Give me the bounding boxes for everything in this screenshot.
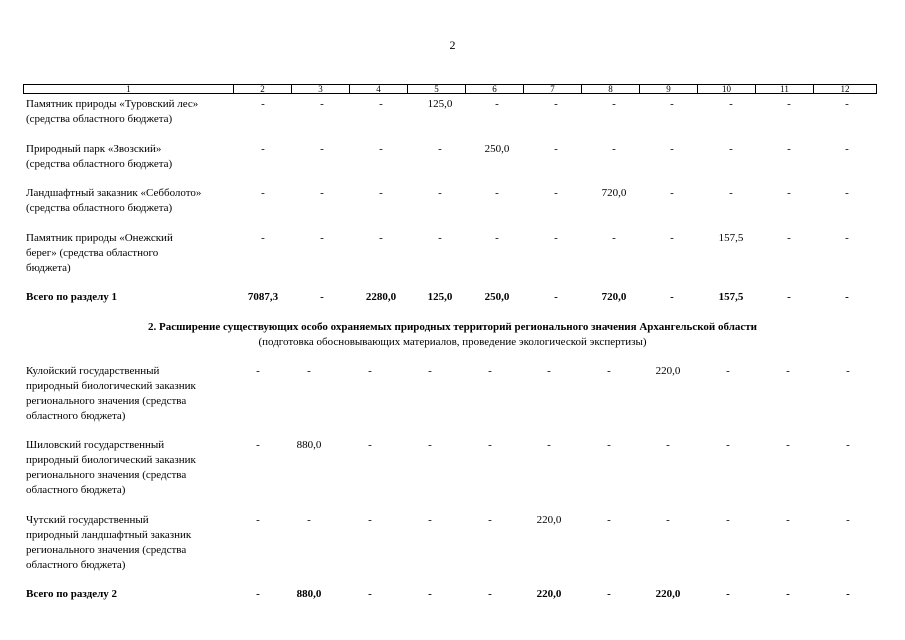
header-cell: 2 bbox=[233, 84, 291, 94]
header-cell: 4 bbox=[349, 84, 407, 94]
table-row-value: - bbox=[256, 439, 260, 451]
table-row-label: Памятник природы «Онежский берег» (средства областного бюджета) bbox=[26, 232, 173, 274]
table-row-value: - bbox=[846, 514, 850, 526]
table-row-value: - bbox=[256, 514, 260, 526]
header-cell: 6 bbox=[465, 84, 523, 94]
section2-title: 2. Расширение существующих особо охраняемых природных территорий регионального значения Архангельской области bbox=[147, 321, 758, 333]
table-row-value: - bbox=[846, 365, 850, 377]
table-row-value: - bbox=[607, 439, 611, 451]
table-row-value: - bbox=[554, 232, 558, 244]
table-row-value: - bbox=[428, 439, 432, 451]
table-row-value: - bbox=[488, 439, 492, 451]
table-row-label: Ландшафтный заказник «Себболото» (средства областного бюджета) bbox=[26, 187, 202, 214]
table-row-value: - bbox=[428, 365, 432, 377]
table-row-value: - bbox=[379, 187, 383, 199]
table-row-value: - bbox=[438, 232, 442, 244]
table-row-value: - bbox=[670, 232, 674, 244]
header-cell: 12 bbox=[813, 84, 877, 94]
column-number-header bbox=[23, 84, 877, 94]
table-row-value: - bbox=[488, 514, 492, 526]
table-row-value: - bbox=[438, 187, 442, 199]
table-row-value: - bbox=[307, 514, 311, 526]
table-row-value: - bbox=[261, 98, 265, 110]
total-row-value: - bbox=[256, 588, 260, 600]
table-row-value: - bbox=[261, 143, 265, 155]
table-row-value: - bbox=[845, 98, 849, 110]
table-row-value: - bbox=[726, 439, 730, 451]
table-row-value: - bbox=[320, 143, 324, 155]
table-row-value: - bbox=[729, 143, 733, 155]
table-row-value: - bbox=[320, 232, 324, 244]
table-row-value: - bbox=[554, 187, 558, 199]
total-row-label: Всего по разделу 2 bbox=[26, 588, 118, 600]
table-row-value: - bbox=[547, 365, 551, 377]
total-row-value: - bbox=[787, 291, 791, 303]
section2-subtitle: (подготовка обосновывающих материалов, проведение экологической экспертизы) bbox=[258, 336, 647, 348]
total-row-value: - bbox=[670, 291, 674, 303]
table-row-value: 220,0 bbox=[655, 365, 681, 377]
header-cell: 9 bbox=[639, 84, 697, 94]
total-row-value: 7087,3 bbox=[247, 291, 279, 303]
table-row-value: - bbox=[845, 143, 849, 155]
header-cell: 5 bbox=[407, 84, 465, 94]
header-cell: 7 bbox=[523, 84, 581, 94]
table-row-value: - bbox=[845, 187, 849, 199]
total-row-value: - bbox=[488, 588, 492, 600]
table-row-value: - bbox=[554, 143, 558, 155]
total-row-value: 2280,0 bbox=[365, 291, 397, 303]
total-row-value: - bbox=[428, 588, 432, 600]
table-row-value: - bbox=[379, 143, 383, 155]
total-row-value: 125,0 bbox=[427, 291, 453, 303]
table-row-value: - bbox=[729, 98, 733, 110]
total-row-value: 880,0 bbox=[296, 588, 322, 600]
table-row-label: Памятник природы «Туровский лес» (средства областного бюджета) bbox=[26, 98, 199, 125]
table-row-value: - bbox=[666, 439, 670, 451]
table-row-value: - bbox=[787, 232, 791, 244]
total-row-value: 157,5 bbox=[718, 291, 744, 303]
table-row-value: - bbox=[666, 514, 670, 526]
table-row-value: - bbox=[368, 439, 372, 451]
table-row-value: - bbox=[670, 187, 674, 199]
total-row-value: - bbox=[845, 291, 849, 303]
total-row-value: 720,0 bbox=[601, 291, 627, 303]
table-row-value: - bbox=[547, 439, 551, 451]
header-cell: 11 bbox=[755, 84, 813, 94]
table-row-value: - bbox=[670, 98, 674, 110]
table-row-value: - bbox=[726, 514, 730, 526]
total-row-label: Всего по разделу 1 bbox=[26, 291, 118, 303]
header-cell: 3 bbox=[291, 84, 349, 94]
table-row-value: - bbox=[787, 143, 791, 155]
table-row-value: - bbox=[607, 365, 611, 377]
table-row-value: - bbox=[787, 98, 791, 110]
table-row-value: 157,5 bbox=[718, 232, 744, 244]
table-row-value: - bbox=[612, 98, 616, 110]
table-row-value: - bbox=[729, 187, 733, 199]
table-row-value: 220,0 bbox=[536, 514, 562, 526]
table-row-value: - bbox=[845, 232, 849, 244]
table-row-value: - bbox=[256, 365, 260, 377]
total-row-value: - bbox=[607, 588, 611, 600]
table-row-value: - bbox=[368, 514, 372, 526]
table-row-value: - bbox=[320, 187, 324, 199]
table-row-value: - bbox=[846, 439, 850, 451]
table-row-value: - bbox=[261, 232, 265, 244]
table-row-value: - bbox=[554, 98, 558, 110]
table-row-label: Природный парк «Звозский» (средства областного бюджета) bbox=[26, 143, 173, 170]
total-row-value: - bbox=[368, 588, 372, 600]
table-row-value: - bbox=[379, 98, 383, 110]
total-row-value: - bbox=[554, 291, 558, 303]
table-row-value: - bbox=[726, 365, 730, 377]
table-row-value: - bbox=[495, 98, 499, 110]
table-row-value: - bbox=[261, 187, 265, 199]
table-row-value: - bbox=[368, 365, 372, 377]
header-cell: 1 bbox=[23, 84, 233, 94]
table-row-value: - bbox=[428, 514, 432, 526]
table-row-value: - bbox=[307, 365, 311, 377]
header-cell: 10 bbox=[697, 84, 755, 94]
table-row-value: - bbox=[786, 514, 790, 526]
table-row-value: - bbox=[320, 98, 324, 110]
table-row-value: - bbox=[607, 514, 611, 526]
table-row-value: - bbox=[488, 365, 492, 377]
header-cell: 8 bbox=[581, 84, 639, 94]
page-number: 2 bbox=[449, 38, 456, 52]
total-row-value: 220,0 bbox=[536, 588, 562, 600]
table-row-label: Чутский государственный природный ландшафтный заказник регионального значения (средства областного бюджета) bbox=[26, 514, 192, 571]
table-row-value: - bbox=[612, 232, 616, 244]
table-row-label: Шиловский государственный природный биологический заказник регионального значения (средства областного бюджета) bbox=[26, 439, 196, 496]
table-row-value: - bbox=[438, 143, 442, 155]
table-row-value: - bbox=[670, 143, 674, 155]
total-row-value: 250,0 bbox=[484, 291, 510, 303]
table-row-value: - bbox=[786, 439, 790, 451]
table-row-value: 250,0 bbox=[484, 143, 510, 155]
table-row-value: - bbox=[612, 143, 616, 155]
table-row-value: 125,0 bbox=[427, 98, 453, 110]
table-row-value: - bbox=[379, 232, 383, 244]
table-row-value: - bbox=[495, 232, 499, 244]
table-row-value: - bbox=[495, 187, 499, 199]
table-row-value: - bbox=[787, 187, 791, 199]
total-row-value: - bbox=[726, 588, 730, 600]
total-row-value: - bbox=[320, 291, 324, 303]
table-row-label: Кулойский государственный природный биологический заказник регионального значения (средства областного бюджета) bbox=[26, 365, 196, 422]
table-row-value: 720,0 bbox=[601, 187, 627, 199]
total-row-value: - bbox=[846, 588, 850, 600]
table-row-value: - bbox=[786, 365, 790, 377]
table-row-value: 880,0 bbox=[296, 439, 322, 451]
total-row-value: 220,0 bbox=[655, 588, 681, 600]
total-row-value: - bbox=[786, 588, 790, 600]
